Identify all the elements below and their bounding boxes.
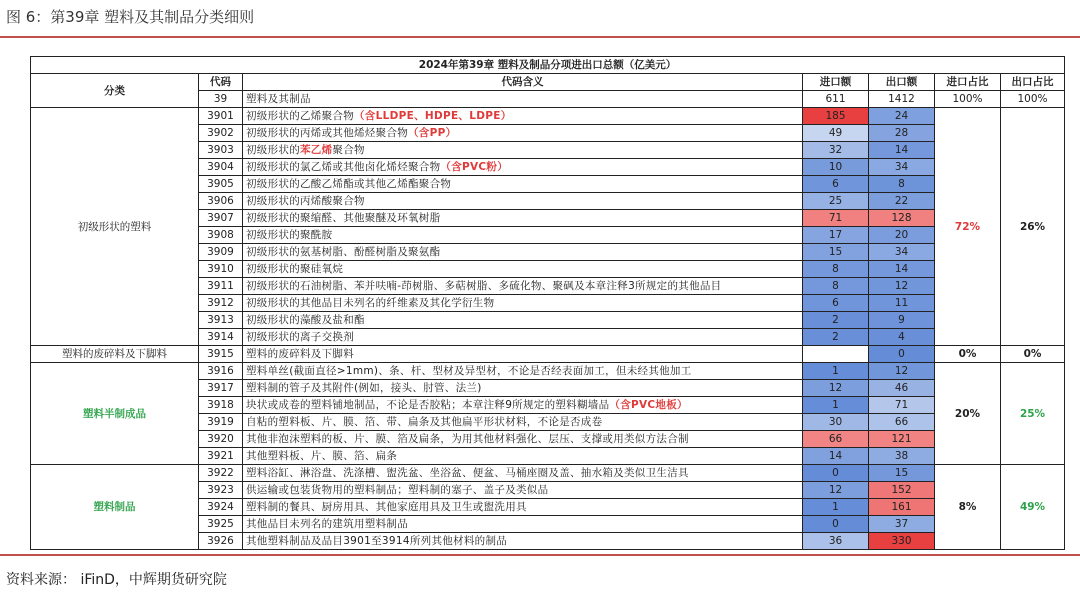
meaning-cell: 其他品目未列名的建筑用塑料制品 [243, 516, 803, 533]
figure-title: 图 6：第39章 塑料及其制品分类细则 [6, 8, 255, 26]
import-share-cell: 8% [935, 465, 1001, 550]
export-share-cell: 26% [1001, 108, 1065, 346]
meaning-cell: 初级形状的聚缩醛、其他聚醚及环氧树脂 [243, 210, 803, 227]
import-cell: 32 [803, 142, 869, 159]
import-cell: 1 [803, 363, 869, 380]
export-cell: 34 [869, 159, 935, 176]
export-cell: 161 [869, 499, 935, 516]
meaning-cell: 供运输或包装货物用的塑料制品；塑料制的塞子、盖子及类似品 [243, 482, 803, 499]
header-export: 出口额 [869, 74, 935, 91]
meaning-cell: 塑料制的餐具、厨房用具、其他家庭用具及卫生或盥洗用具 [243, 499, 803, 516]
code-cell: 3903 [199, 142, 243, 159]
highlight-text: 苯乙烯 [300, 144, 333, 156]
import-cell: 49 [803, 125, 869, 142]
export-cell: 128 [869, 210, 935, 227]
meaning-cell: 塑料单丝(截面直径>1mm)、条、杆、型材及异型材，不论是否经表面加工，但未经其他加工 [243, 363, 803, 380]
meaning-cell: 初级形状的聚酰胺 [243, 227, 803, 244]
code-cell: 3907 [199, 210, 243, 227]
code-cell: 3906 [199, 193, 243, 210]
meaning-cell: 初级形状的氨基树脂、酚醛树脂及聚氨酯 [243, 244, 803, 261]
import-share-cell: 20% [935, 363, 1001, 465]
import-cell: 6 [803, 176, 869, 193]
header-import: 进口额 [803, 74, 869, 91]
import-cell: 0 [803, 516, 869, 533]
meaning-cell: 初级形状的丙烯酸聚合物 [243, 193, 803, 210]
import-cell: 1 [803, 499, 869, 516]
meaning-cell: 自粘的塑料板、片、膜、箔、带、扁条及其他扁平形状材料，不论是否成卷 [243, 414, 803, 431]
export-cell: 71 [869, 397, 935, 414]
code-cell: 3909 [199, 244, 243, 261]
import-cell: 15 [803, 244, 869, 261]
export-cell: 9 [869, 312, 935, 329]
code-cell: 3901 [199, 108, 243, 125]
title-divider [0, 36, 1080, 38]
export-cell: 46 [869, 380, 935, 397]
meaning-cell: 初级形状的聚硅氧烷 [243, 261, 803, 278]
import-cell: 30 [803, 414, 869, 431]
meaning-cell: 初级形状的氯乙烯或其他卤化烯烃聚合物（含PVC粉） [243, 159, 803, 176]
export-cell: 152 [869, 482, 935, 499]
export-cell: 15 [869, 465, 935, 482]
import-cell: 0 [803, 465, 869, 482]
export-cell: 8 [869, 176, 935, 193]
export-cell: 34 [869, 244, 935, 261]
export-cell: 37 [869, 516, 935, 533]
code-cell: 3919 [199, 414, 243, 431]
export-cell: 12 [869, 363, 935, 380]
import-cell: 185 [803, 108, 869, 125]
total-code: 39 [199, 91, 243, 108]
code-cell: 3910 [199, 261, 243, 278]
meaning-cell: 塑料的废碎料及下脚料 [243, 346, 803, 363]
table-title: 2024年第39章 塑料及制品分项进出口总额（亿美元） [31, 57, 1065, 74]
export-cell: 24 [869, 108, 935, 125]
meaning-cell: 其他非泡沫塑料的板、片、膜、箔及扁条，为用其他材料强化、层压、支撑或用类似方法合制 [243, 431, 803, 448]
export-cell: 0 [869, 346, 935, 363]
import-cell: 8 [803, 261, 869, 278]
import-cell [803, 346, 869, 363]
import-cell: 36 [803, 533, 869, 550]
export-cell: 12 [869, 278, 935, 295]
import-share-cell: 0% [935, 346, 1001, 363]
import-cell: 2 [803, 329, 869, 346]
meaning-cell: 初级形状的其他品目未列名的纤维素及其化学衍生物 [243, 295, 803, 312]
meaning-cell: 初级形状的离子交换剂 [243, 329, 803, 346]
export-cell: 22 [869, 193, 935, 210]
highlight-text: （含PP） [408, 127, 457, 139]
meaning-cell: 块状或成卷的塑料铺地制品，不论是否胶粘；本章注释9所规定的塑料糊墙品（含PVC地板） [243, 397, 803, 414]
code-cell: 3924 [199, 499, 243, 516]
meaning-cell: 初级形状的乙酸乙烯酯或其他乙烯酯聚合物 [243, 176, 803, 193]
import-cell: 6 [803, 295, 869, 312]
code-cell: 3904 [199, 159, 243, 176]
meaning-cell: 初级形状的苯乙烯聚合物 [243, 142, 803, 159]
meaning-cell: 塑料制的管子及其附件(例如，接头、肘管、法兰) [243, 380, 803, 397]
export-cell: 38 [869, 448, 935, 465]
category-cell: 塑料制品 [31, 465, 199, 550]
import-cell: 12 [803, 380, 869, 397]
code-cell: 3905 [199, 176, 243, 193]
import-cell: 25 [803, 193, 869, 210]
header-category: 分类 [31, 74, 199, 108]
export-cell: 28 [869, 125, 935, 142]
meaning-cell: 初级形状的石油树脂、苯并呋喃-茚树脂、多萜树脂、多硫化物、聚砜及本章注释3所规定的其他品目 [243, 278, 803, 295]
table-row [31, 465, 1065, 482]
meaning-cell: 初级形状的乙烯聚合物（含LLDPE、HDPE、LDPE） [243, 108, 803, 125]
code-cell: 3911 [199, 278, 243, 295]
import-cell: 1 [803, 397, 869, 414]
header-code: 代码 [199, 74, 243, 91]
table-row [31, 346, 1065, 363]
total-import: 611 [803, 91, 869, 108]
category-cell: 塑料半制成品 [31, 363, 199, 465]
import-cell: 10 [803, 159, 869, 176]
code-cell: 3902 [199, 125, 243, 142]
export-cell: 14 [869, 261, 935, 278]
code-cell: 3916 [199, 363, 243, 380]
total-export-share: 100% [1001, 91, 1065, 108]
meaning-cell: 其他塑料制品及品目3901至3914所列其他材料的制品 [243, 533, 803, 550]
table-row [31, 363, 1065, 380]
import-cell: 12 [803, 482, 869, 499]
highlight-text: （含PVC粉） [440, 161, 509, 173]
code-cell: 3917 [199, 380, 243, 397]
export-share-cell: 25% [1001, 363, 1065, 465]
code-cell: 3914 [199, 329, 243, 346]
code-cell: 3918 [199, 397, 243, 414]
highlight-text: （含LLDPE、HDPE、LDPE） [354, 110, 512, 122]
export-cell: 4 [869, 329, 935, 346]
source-note: 资料来源： iFinD，中辉期货研究院 [6, 572, 227, 588]
highlight-text: （含PVC地板） [609, 399, 688, 411]
export-cell: 20 [869, 227, 935, 244]
export-cell: 14 [869, 142, 935, 159]
total-name: 塑料及其制品 [243, 91, 803, 108]
export-cell: 11 [869, 295, 935, 312]
export-cell: 121 [869, 431, 935, 448]
code-cell: 3915 [199, 346, 243, 363]
table-row [31, 108, 1065, 125]
code-cell: 3921 [199, 448, 243, 465]
trade-table [30, 56, 1065, 550]
header-export-share: 出口占比 [1001, 74, 1065, 91]
footer-divider [0, 554, 1080, 556]
import-cell: 66 [803, 431, 869, 448]
code-cell: 3912 [199, 295, 243, 312]
code-cell: 3925 [199, 516, 243, 533]
total-export: 1412 [869, 91, 935, 108]
code-cell: 3922 [199, 465, 243, 482]
total-import-share: 100% [935, 91, 1001, 108]
code-cell: 3920 [199, 431, 243, 448]
import-cell: 14 [803, 448, 869, 465]
import-cell: 2 [803, 312, 869, 329]
export-cell: 66 [869, 414, 935, 431]
category-cell: 塑料的废碎料及下脚料 [31, 346, 199, 363]
code-cell: 3913 [199, 312, 243, 329]
export-cell: 330 [869, 533, 935, 550]
export-share-cell: 0% [1001, 346, 1065, 363]
meaning-cell: 其他塑料板、片、膜、箔、扁条 [243, 448, 803, 465]
import-cell: 8 [803, 278, 869, 295]
import-cell: 17 [803, 227, 869, 244]
code-cell: 3926 [199, 533, 243, 550]
code-cell: 3923 [199, 482, 243, 499]
header-import-share: 进口占比 [935, 74, 1001, 91]
meaning-cell: 塑料浴缸、淋浴盘、洗涤槽、盥洗盆、坐浴盆、便盆、马桶座圈及盖、抽水箱及类似卫生洁具 [243, 465, 803, 482]
code-cell: 3908 [199, 227, 243, 244]
header-meaning: 代码含义 [243, 74, 803, 91]
import-share-cell: 72% [935, 108, 1001, 346]
meaning-cell: 初级形状的藻酸及盐和酯 [243, 312, 803, 329]
export-share-cell: 49% [1001, 465, 1065, 550]
category-cell: 初级形状的塑料 [31, 108, 199, 346]
meaning-cell: 初级形状的丙烯或其他烯烃聚合物（含PP） [243, 125, 803, 142]
import-cell: 71 [803, 210, 869, 227]
